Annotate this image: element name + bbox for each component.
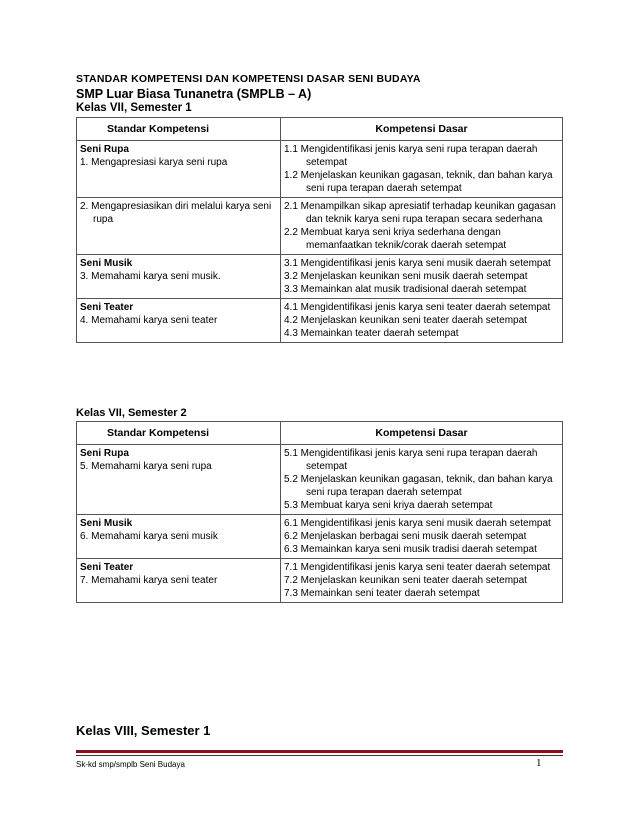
art-category: Seni Teater bbox=[80, 562, 134, 573]
kompetensi-cell bbox=[281, 198, 563, 255]
table-row bbox=[77, 255, 563, 299]
table-row bbox=[77, 299, 563, 343]
standar-cell bbox=[77, 515, 281, 559]
kompetensi-item: 4.3 Memainkan teater daerah setempat bbox=[284, 328, 459, 339]
art-category: Seni Rupa bbox=[80, 448, 129, 459]
kompetensi-item: 6.3 Memainkan karya seni musik tradisi daerah setempat bbox=[284, 544, 537, 555]
standar-cell bbox=[77, 255, 281, 299]
table-header-row bbox=[77, 118, 563, 141]
table-row bbox=[77, 141, 563, 198]
standar-item: 2. Mengapresiasikan diri melalui karya seni rupa bbox=[80, 201, 272, 225]
table-row bbox=[77, 198, 563, 255]
competency-table-1 bbox=[76, 117, 563, 343]
document-subtitle: SMP Luar Biasa Tunanetra (SMPLB – A) bbox=[76, 87, 312, 101]
table-row bbox=[77, 559, 563, 603]
table-row bbox=[77, 445, 563, 515]
kompetensi-item: 2.2 Membuat karya seni kriya sederhana dengan memanfaatkan teknik/corak daerah setempat bbox=[284, 227, 507, 251]
standar-item: 3. Memahami karya seni musik. bbox=[80, 271, 221, 282]
kompetensi-cell bbox=[281, 559, 563, 603]
footer-rule-thick bbox=[76, 750, 563, 753]
kompetensi-item: 2.1 Menampilkan sikap apresiatif terhadap keunikan gagasan dan teknik karya seni rupa terapan secara sederhana bbox=[284, 201, 556, 225]
standar-cell bbox=[77, 299, 281, 343]
kompetensi-item: 1.1 Mengidentifikasi jenis karya seni rupa terapan daerah setempat bbox=[284, 144, 538, 168]
standar-item: 5. Memahami karya seni rupa bbox=[80, 461, 212, 472]
standar-item: 6. Memahami karya seni musik bbox=[80, 531, 218, 542]
art-category: Seni Teater bbox=[80, 302, 134, 313]
page-number: 1 bbox=[536, 757, 542, 769]
art-category: Seni Rupa bbox=[80, 144, 129, 155]
semester-label-1: Kelas VII, Semester 1 bbox=[76, 102, 192, 114]
kompetensi-item: 4.2 Menjelaskan keunikan seni teater daerah setempat bbox=[284, 315, 527, 326]
column-header-kompetensi: Kompetensi Dasar bbox=[281, 422, 563, 445]
kompetensi-item: 7.3 Memainkan seni teater daerah setempat bbox=[284, 588, 480, 599]
kompetensi-item: 7.1 Mengidentifikasi jenis karya seni teater daerah setempat bbox=[284, 562, 551, 573]
kompetensi-item: 5.1 Mengidentifikasi jenis karya seni rupa terapan daerah setempat bbox=[284, 448, 538, 472]
competency-table-2 bbox=[76, 421, 563, 603]
column-header-standar: Standar Kompetensi bbox=[77, 422, 281, 445]
table-header-row bbox=[77, 422, 563, 445]
kompetensi-item: 7.2 Menjelaskan keunikan seni teater daerah setempat bbox=[284, 575, 527, 586]
standar-cell bbox=[77, 445, 281, 515]
kompetensi-item: 3.3 Memainkan alat musik tradisional daerah setempat bbox=[284, 284, 527, 295]
standar-cell bbox=[77, 559, 281, 603]
table-row bbox=[77, 515, 563, 559]
standar-item: 4. Memahami karya seni teater bbox=[80, 315, 218, 326]
kompetensi-item: 3.2 Menjelaskan keunikan seni musik daerah setempat bbox=[284, 271, 528, 282]
kompetensi-cell bbox=[281, 141, 563, 198]
standar-item: 7. Memahami karya seni teater bbox=[80, 575, 218, 586]
kompetensi-item: 6.1 Mengidentifikasi jenis karya seni musik daerah setempat bbox=[284, 518, 551, 529]
semester-label-3: Kelas VIII, Semester 1 bbox=[76, 723, 211, 738]
art-category: Seni Musik bbox=[80, 258, 133, 269]
kompetensi-item: 6.2 Menjelaskan berbagai seni musik daerah setempat bbox=[284, 531, 527, 542]
kompetensi-item: 3.1 Mengidentifikasi jenis karya seni musik daerah setempat bbox=[284, 258, 551, 269]
kompetensi-item: 4.1 Mengidentifikasi jenis karya seni teater daerah setempat bbox=[284, 302, 551, 313]
kompetensi-cell bbox=[281, 445, 563, 515]
column-header-standar: Standar Kompetensi bbox=[77, 118, 281, 141]
kompetensi-cell bbox=[281, 515, 563, 559]
kompetensi-item: 5.3 Membuat karya seni kriya daerah setempat bbox=[284, 500, 493, 511]
kompetensi-cell bbox=[281, 255, 563, 299]
art-category: Seni Musik bbox=[80, 518, 133, 529]
footer-rule-thin bbox=[76, 755, 563, 756]
standar-item: 1. Mengapresiasi karya seni rupa bbox=[80, 157, 228, 168]
document-heading: STANDAR KOMPETENSI DAN KOMPETENSI DASAR SENI BUDAYA bbox=[76, 73, 421, 85]
kompetensi-item: 5.2 Menjelaskan keunikan gagasan, teknik, dan bahan karya seni rupa terapan daerah setempat bbox=[284, 474, 553, 498]
footer-text: Sk-kd smp/smplb Seni Budaya bbox=[76, 760, 185, 769]
kompetensi-item: 1.2 Menjelaskan keunikan gagasan, teknik, dan bahan karya seni rupa terapan daerah setempat bbox=[284, 170, 553, 194]
semester-label-2: Kelas VII, Semester 2 bbox=[76, 407, 187, 419]
standar-cell bbox=[77, 141, 281, 198]
column-header-kompetensi: Kompetensi Dasar bbox=[281, 118, 563, 141]
standar-cell bbox=[77, 198, 281, 255]
kompetensi-cell bbox=[281, 299, 563, 343]
